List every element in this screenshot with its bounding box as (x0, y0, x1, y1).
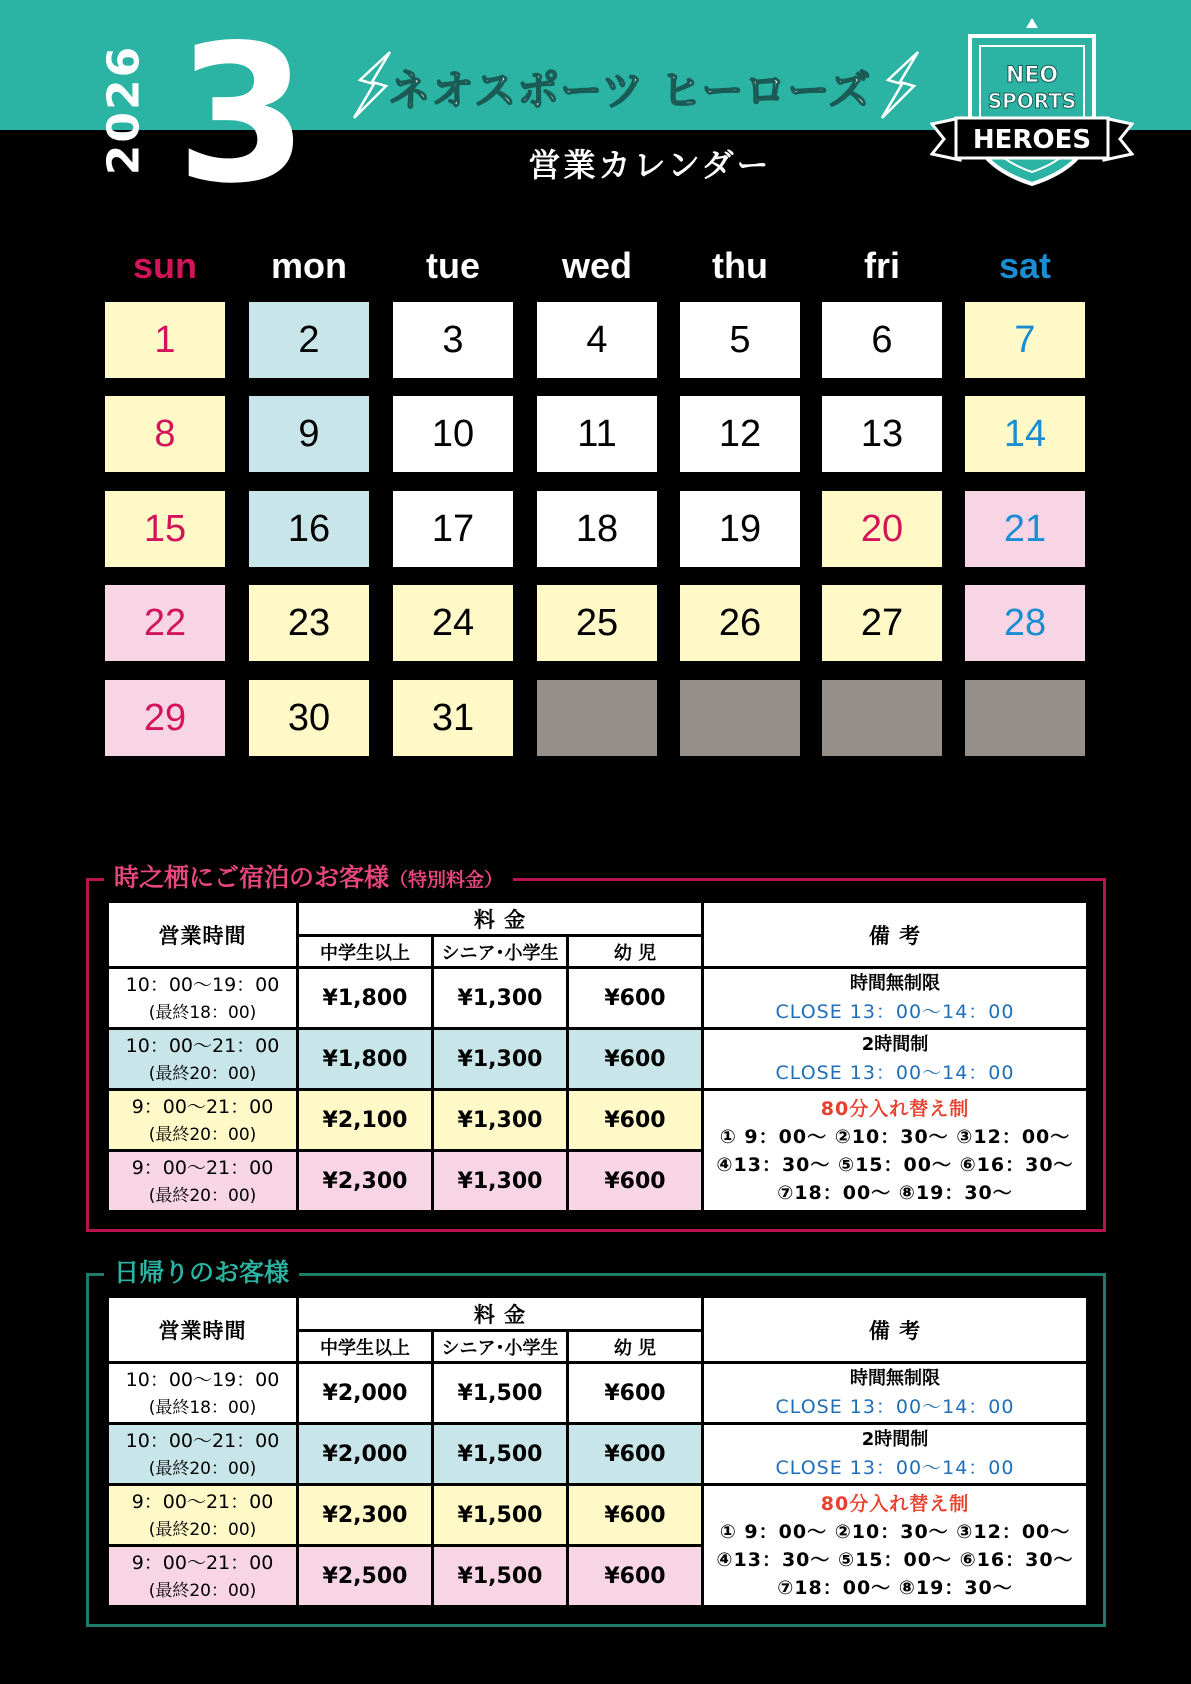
table-row (108, 1090, 1088, 1151)
hours-cell: 10：00〜21：00 (最終20：00) (108, 1424, 298, 1485)
price-cell: ¥1,300 (433, 1151, 568, 1212)
calendar-day: 1 (105, 302, 225, 378)
header-hours: 営業時間 (108, 1297, 298, 1363)
header-hours: 営業時間 (108, 902, 298, 968)
fee-table (106, 900, 1089, 1213)
calendar-day: 21 (965, 491, 1085, 567)
hours-cell: 10：00〜19：00 (最終18：00) (108, 1363, 298, 1424)
note-80min-rotation: 80分入れ替え制 ① 9：00〜 ②10：30〜 ③12：00〜 ④13：30〜 ⑤15：00〜 ⑥16：30〜 ⑦18：00〜 ⑧19：30〜 (703, 1485, 1088, 1607)
calendar-day: 27 (822, 585, 942, 661)
calendar-day: 18 (537, 491, 657, 567)
page-subtitle: 営業カレンダー (528, 146, 772, 184)
weekday-wed: wed (561, 245, 632, 286)
price-cell: ¥600 (568, 1363, 703, 1424)
brand-name: ネオスポーツ ヒーローズ (388, 66, 872, 115)
weekday-mon: mon (271, 245, 347, 286)
calendar-day: 16 (249, 491, 369, 567)
header-notes: 備 考 (703, 1297, 1088, 1363)
calendar-empty-cell (965, 680, 1085, 756)
calendar-day: 17 (393, 491, 513, 567)
hours-cell: 9：00〜21：00 (最終20：00) (108, 1151, 298, 1212)
table-row (108, 968, 1088, 1029)
table-row (108, 1485, 1088, 1546)
price-cell: ¥1,300 (433, 1090, 568, 1151)
price-cell: ¥600 (568, 1424, 703, 1485)
fee-table (106, 1295, 1089, 1608)
hours-cell: 10：00〜21：00 (最終20：00) (108, 1029, 298, 1090)
price-cell: ¥600 (568, 1546, 703, 1607)
price-cell: ¥600 (568, 1029, 703, 1090)
price-cell: ¥600 (568, 1090, 703, 1151)
calendar-day: 20 (822, 491, 942, 567)
calendar-day: 30 (249, 680, 369, 756)
svg-text:SPORTS: SPORTS (987, 89, 1077, 113)
price-cell: ¥600 (568, 1151, 703, 1212)
table-row (108, 1029, 1088, 1090)
hours-cell: 9：00〜21：00 (最終20：00) (108, 1546, 298, 1607)
price-cell: ¥1,800 (298, 1029, 433, 1090)
price-cell: ¥1,300 (433, 1029, 568, 1090)
note-unlimited: 時間無制限 CLOSE 13：00〜14：00 (703, 968, 1088, 1029)
calendar-day: 29 (105, 680, 225, 756)
price-cell: ¥600 (568, 1485, 703, 1546)
heroes-shield-logo (930, 14, 1134, 190)
header-fee: 料 金 (298, 1297, 703, 1331)
weekday-sat: sat (998, 245, 1052, 286)
calendar-day: 23 (249, 585, 369, 661)
price-cell: ¥1,800 (298, 968, 433, 1029)
header-adult: 中学生以上 (298, 936, 433, 968)
svg-text:HEROES: HEROES (972, 125, 1092, 155)
note-unlimited: 時間無制限 CLOSE 13：00〜14：00 (703, 1363, 1088, 1424)
header-fee: 料 金 (298, 902, 703, 936)
month-number: 3 (176, 4, 309, 225)
header-notes: 備 考 (703, 902, 1088, 968)
svg-text:NEO: NEO (1005, 63, 1059, 88)
calendar-day: 2 (249, 302, 369, 378)
price-cell: ¥1,500 (433, 1546, 568, 1607)
calendar-day: 11 (537, 396, 657, 472)
section-overnight-title: 時之栖にご宿泊のお客様（特別料金） (104, 858, 513, 894)
weekday-tue: tue (426, 245, 480, 286)
note-80min-rotation: 80分入れ替え制 ① 9：00〜 ②10：30〜 ③12：00〜 ④13：30〜 ⑤15：00〜 ⑥16：30〜 ⑦18：00〜 ⑧19：30〜 (703, 1090, 1088, 1212)
calendar-day: 24 (393, 585, 513, 661)
calendar-day: 12 (680, 396, 800, 472)
hours-cell: 9：00〜21：00 (最終20：00) (108, 1485, 298, 1546)
calendar-day: 5 (680, 302, 800, 378)
price-cell: ¥600 (568, 968, 703, 1029)
price-cell: ¥2,500 (298, 1546, 433, 1607)
weekday-sun: sun (132, 245, 197, 286)
price-cell: ¥1,300 (433, 968, 568, 1029)
calendar-day: 14 (965, 396, 1085, 472)
table-row (108, 1363, 1088, 1424)
calendar-empty-cell (537, 680, 657, 756)
price-cell: ¥1,500 (433, 1363, 568, 1424)
calendar-day: 9 (249, 396, 369, 472)
note-two-hours: 2時間制 CLOSE 13：00〜14：00 (703, 1029, 1088, 1090)
calendar-day: 19 (680, 491, 800, 567)
price-cell: ¥1,500 (433, 1424, 568, 1485)
calendar-day: 3 (393, 302, 513, 378)
calendar-day: 6 (822, 302, 942, 378)
header-senior: シニア･小学生 (433, 1331, 568, 1363)
header-child: 幼 児 (568, 1331, 703, 1363)
hours-cell: 10：00〜19：00 (最終18：00) (108, 968, 298, 1029)
price-cell: ¥2,000 (298, 1363, 433, 1424)
weekday-thu: thu (712, 245, 768, 286)
note-two-hours: 2時間制 CLOSE 13：00〜14：00 (703, 1424, 1088, 1485)
calendar-day: 13 (822, 396, 942, 472)
price-cell: ¥1,500 (433, 1485, 568, 1546)
price-cell: ¥2,100 (298, 1090, 433, 1151)
calendar-day: 7 (965, 302, 1085, 378)
header-child: 幼 児 (568, 936, 703, 968)
header-adult: 中学生以上 (298, 1331, 433, 1363)
hours-cell: 9：00〜21：00 (最終20：00) (108, 1090, 298, 1151)
calendar-day: 8 (105, 396, 225, 472)
section-daytrip-title: 日帰りのお客様 (104, 1253, 299, 1289)
calendar-day: 31 (393, 680, 513, 756)
calendar-day: 10 (393, 396, 513, 472)
price-cell: ¥2,300 (298, 1151, 433, 1212)
weekday-fri: fri (864, 245, 900, 286)
price-cell: ¥2,300 (298, 1485, 433, 1546)
year-label: 2026 (98, 44, 150, 176)
calendar-day: 15 (105, 491, 225, 567)
table-row (108, 1424, 1088, 1485)
calendar-empty-cell (680, 680, 800, 756)
calendar-empty-cell (822, 680, 942, 756)
header-senior: シニア･小学生 (433, 936, 568, 968)
calendar-day: 4 (537, 302, 657, 378)
calendar-day: 22 (105, 585, 225, 661)
calendar-day: 25 (537, 585, 657, 661)
calendar-day: 28 (965, 585, 1085, 661)
calendar-day: 26 (680, 585, 800, 661)
lightning-right-icon (880, 50, 920, 120)
price-cell: ¥2,000 (298, 1424, 433, 1485)
